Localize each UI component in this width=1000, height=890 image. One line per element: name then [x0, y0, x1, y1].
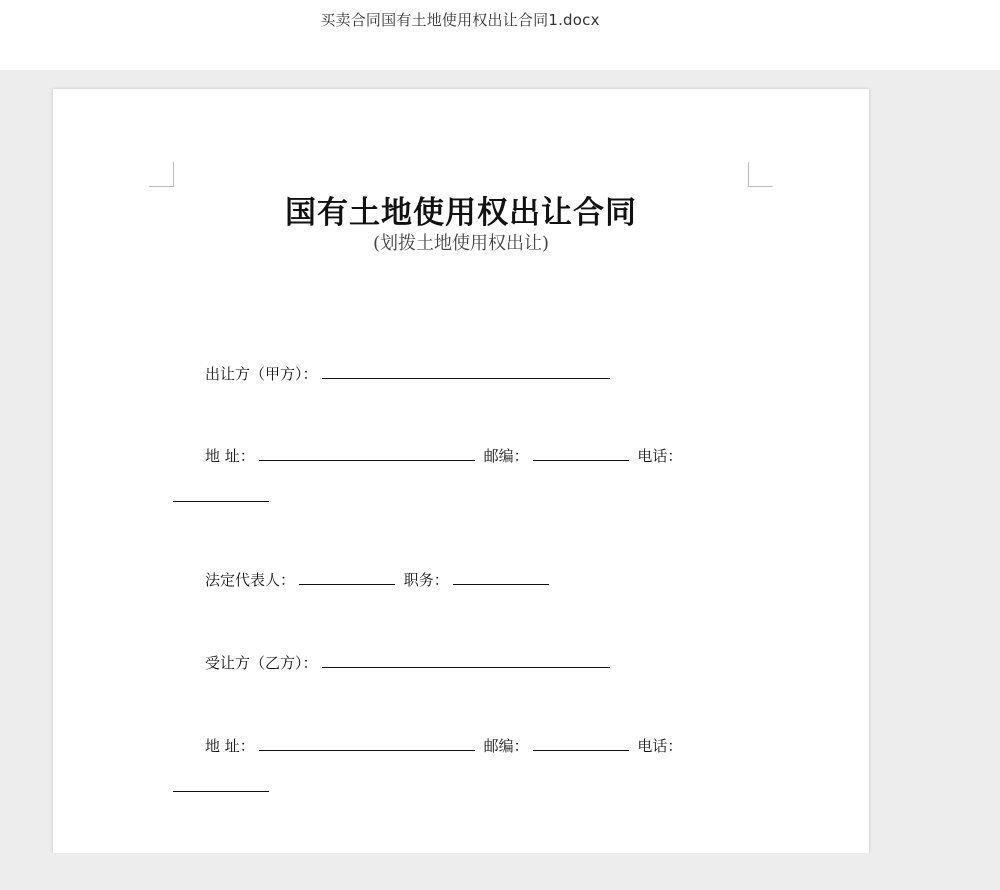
address-line-b: [205, 736, 682, 756]
postcode-label: 邮编：: [483, 447, 529, 465]
position-blank: [453, 570, 549, 585]
postcode-blank: [533, 736, 629, 751]
contract-subtitle: (划拨土地使用权出让): [372, 233, 550, 254]
address-line-a: [205, 446, 682, 466]
party-b-label: 受让方（乙方）：: [205, 654, 318, 672]
party-a-line: [205, 364, 614, 384]
address-label: 地 址：: [205, 447, 255, 465]
address-blank: [259, 446, 475, 461]
contract-title: 国有土地使用权出让合同: [285, 195, 637, 231]
party-b-line: [205, 653, 614, 673]
phone-continuation-a: [173, 487, 269, 507]
postcode-blank: [533, 446, 629, 461]
legal-rep-line: [205, 570, 553, 590]
party-a-blank: [322, 364, 610, 379]
phone-label: 电话：: [637, 737, 683, 755]
margin-corner-marker: [149, 162, 174, 187]
party-a-label: 出让方（甲方）：: [205, 365, 318, 383]
phone-label: 电话：: [637, 447, 683, 465]
postcode-label: 邮编：: [483, 737, 529, 755]
document-page: [53, 89, 869, 869]
phone-blank: [173, 487, 269, 502]
phone-blank: [173, 777, 269, 792]
viewer-bottom-bar: [0, 853, 1000, 890]
phone-continuation-b: [173, 777, 269, 797]
document-header-bar: [0, 0, 1000, 70]
position-label: 职务：: [403, 571, 449, 589]
legal-rep-label: 法定代表人：: [205, 571, 296, 589]
legal-rep-blank: [299, 570, 395, 585]
party-b-blank: [322, 653, 610, 668]
address-label: 地 址：: [205, 737, 255, 755]
document-filename: 买卖合同国有土地使用权出让合同1.docx: [320, 11, 600, 29]
address-blank: [259, 736, 475, 751]
margin-corner-marker: [748, 162, 773, 187]
